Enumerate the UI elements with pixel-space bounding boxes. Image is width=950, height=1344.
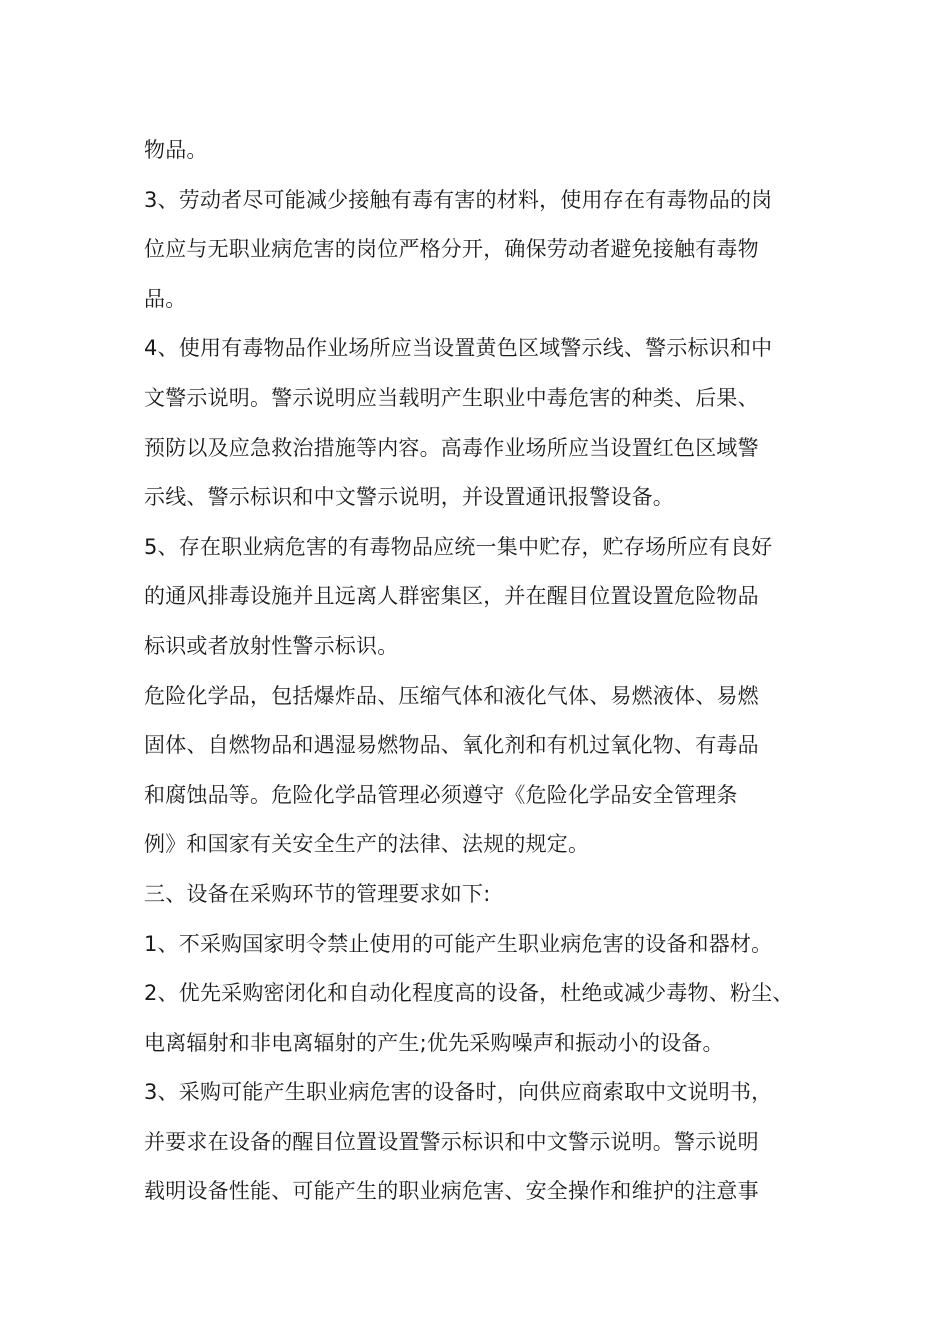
text-line: 5、存在职业病危害的有毒物品应统一集中贮存，贮存场所应有良好: [144, 534, 773, 559]
text-line: 文警示说明。警示说明应当载明产生职业中毒危害的种类、后果、: [144, 385, 759, 410]
text-line: 4、使用有毒物品作业场所应当设置黄色区域警示线、警示标识和中: [144, 336, 773, 361]
text-line: 品。: [144, 286, 187, 311]
text-line: 的通风排毒设施并且远离人群密集区，并在醒目位置设置危险物品: [144, 584, 759, 609]
text-line: 示线、警示标识和中文警示说明，并设置通讯报警设备。: [144, 485, 674, 510]
text-line: 预防以及应急救治措施等内容。高毒作业场所应当设置红色区域警: [144, 435, 759, 460]
text-line: 3、劳动者尽可能减少接触有毒有害的材料，使用存在有毒物品的岗: [144, 187, 773, 212]
text-line: 位应与无职业病危害的岗位严格分开，确保劳动者避免接触有毒物: [144, 237, 759, 262]
text-line: 3、采购可能产生职业病危害的设备时，向供应商索取中文说明书，: [144, 1080, 773, 1105]
text-line: 例》和国家有关安全生产的法律、法规的规定。: [144, 832, 590, 857]
text-line: 危险化学品，包括爆炸品、压缩气体和液化气体、易燃液体、易燃: [144, 683, 759, 708]
text-line: 标识或者放射性警示标识。: [144, 633, 399, 658]
text-line: 并要求在设备的醒目位置设置警示标识和中文警示说明。警示说明: [144, 1129, 759, 1154]
text-line: 和腐蚀品等。危险化学品管理必须遵守《危险化学品安全管理条: [144, 782, 738, 807]
document-body: [144, 126, 824, 1217]
text-line: 1、不采购国家明令禁止使用的可能产生职业病危害的设备和器材。: [144, 931, 773, 956]
text-line: 物品。: [144, 138, 208, 162]
text-line: 载明设备性能、可能产生的职业病危害、安全操作和维护的注意事: [144, 1179, 759, 1204]
text-line: 固体、自燃物品和遇湿易燃物品、氧化剂和有机过氧化物、有毒品: [144, 733, 759, 758]
text-line: 2、优先采购密闭化和自动化程度高的设备，杜绝或减少毒物、粉尘、: [144, 981, 794, 1006]
text-line: 电离辐射和非电离辐射的产生;优先采购噪声和振动小的设备。: [144, 1030, 724, 1055]
section-heading: 三、设备在采购环节的管理要求如下:: [144, 881, 491, 906]
